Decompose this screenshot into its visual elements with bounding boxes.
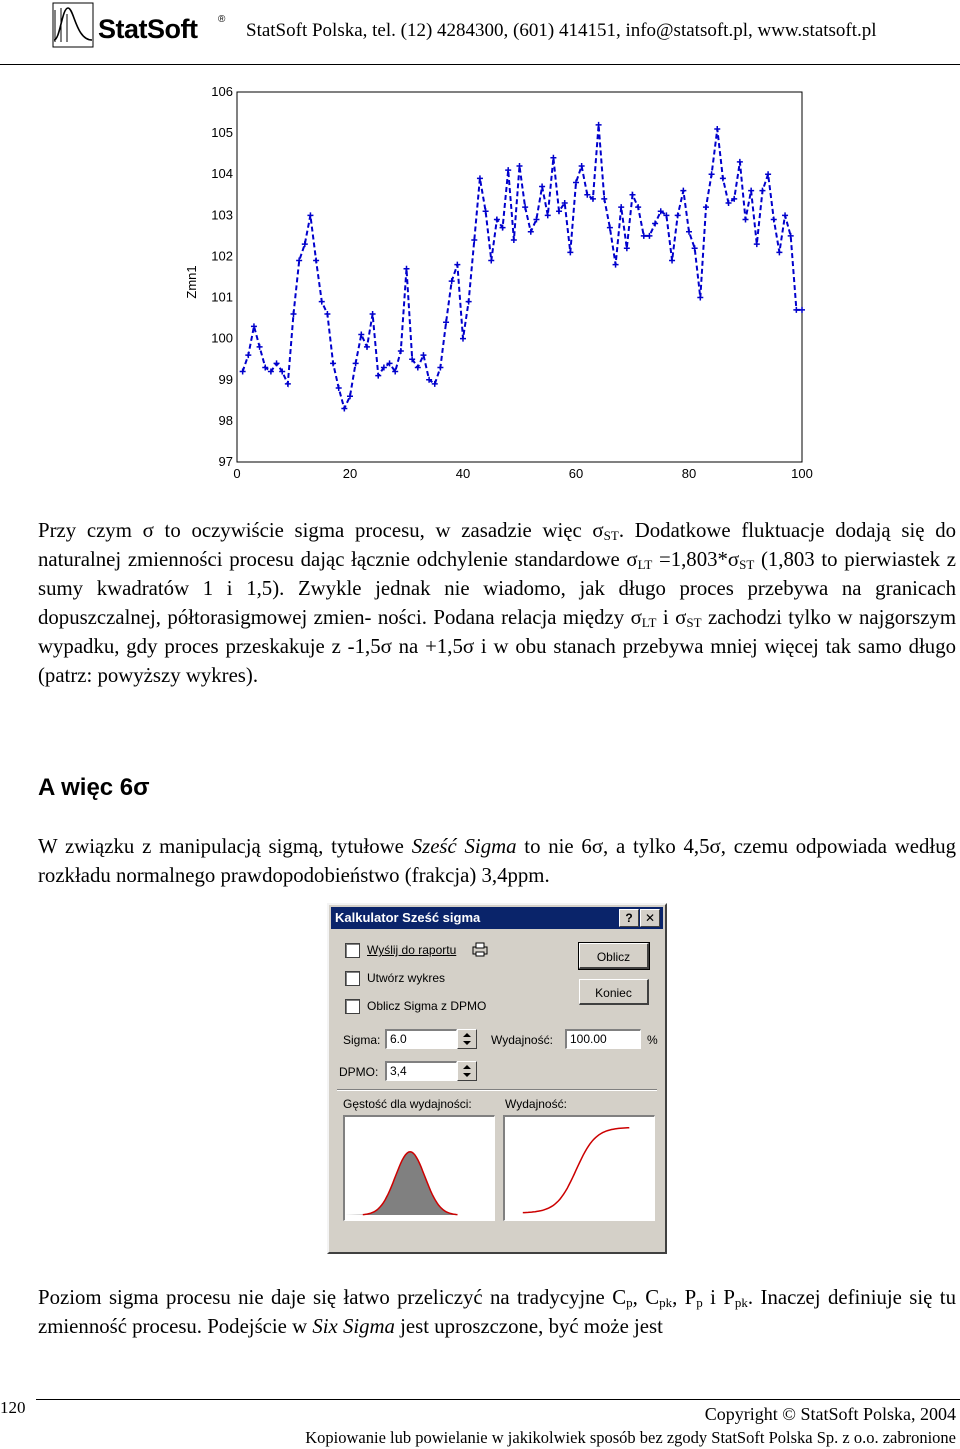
yield-curve bbox=[505, 1117, 653, 1219]
density-curve bbox=[345, 1117, 493, 1219]
registered-mark: ® bbox=[218, 14, 226, 25]
sigma-spinner[interactable] bbox=[457, 1029, 477, 1049]
plot-area bbox=[237, 92, 802, 462]
x-tick-label: 60 bbox=[568, 466, 584, 481]
y-tick-label: 100 bbox=[211, 330, 233, 346]
y-tick-label: 101 bbox=[211, 289, 233, 305]
x-tick-label: 20 bbox=[342, 466, 358, 481]
x-tick-label: 100 bbox=[791, 466, 813, 481]
paragraph-1: Przy czym σ to oczywiście sigma procesu, w zasadzie więc $\sigma_{ST}$. Dodatkowe fluktuacje dodają się do naturalnej zmienności procesu dając łącznie odchylenie standardowe $\sigma_{LT} =1,803*\sigma_{ST}$ (1,803 to pierwiastek z sumy kwadratów 1 i 1,5). Zwykle jednak nie wiadomo, jak długo proces przebywa na granicach dopuszczalnej, półtorasigmowej zmien- ności. Podana relacja między $\sigma_{LT}$ i $\sigma_{ST}$ zachodzi tylko w najgorszym wypadku, gdy proces przeskakuje z -1,5σ na +1,5σ i w obu stanach przebywa mniej więcej tak samo długo (patrz: powyższy wykres). bbox=[38, 519, 957, 687]
line-chart bbox=[180, 84, 830, 487]
paragraph-3: Poziom sigma procesu nie daje się łatwo przeliczyć na tradycyjne $C_p$, $C_{pk}$, $P_p$ i $P_{pk}$. Inaczej definiuje się tu zmienność procesu. Podejście w Six Sigma jest uproszczone, być może jest bbox=[38, 1286, 956, 1338]
x-tick-label: 80 bbox=[681, 466, 697, 481]
y-tick-label: 102 bbox=[211, 248, 233, 264]
send-to-report-checkbox[interactable] bbox=[345, 943, 360, 958]
send-to-report-label: Wyślij do raportu bbox=[367, 943, 457, 957]
dpmo-spinner[interactable] bbox=[457, 1061, 477, 1081]
density-plot bbox=[343, 1115, 495, 1221]
yield-input[interactable]: 100.00 bbox=[565, 1029, 641, 1049]
dpmo-input[interactable]: 3,4 bbox=[385, 1061, 457, 1081]
paragraph-2: W związku z manipulacją sigmą, tytułowe Sześć Sigma to nie 6σ, a tylko 4,5σ, czemu odpowiada według rozkładu normalnego prawdopodobieństwo (frakcja) 3,4ppm. bbox=[38, 835, 956, 887]
y-tick-label: 98 bbox=[218, 412, 233, 428]
y-tick-label: 97 bbox=[218, 454, 233, 469]
y-axis-label: Zmn1 bbox=[184, 265, 199, 299]
end-button[interactable]: Koniec bbox=[579, 979, 649, 1005]
x-tick-label: 40 bbox=[455, 466, 471, 481]
sigma-from-dpmo-label: Oblicz Sigma z DPMO bbox=[367, 999, 487, 1013]
create-chart-label: Utwórz wykres bbox=[367, 971, 446, 985]
yield-chart-label: Wydajność: bbox=[505, 1097, 567, 1111]
copy-notice: Kopiowanie lub powielanie w jakikolwiek sposób bez zgody StatSoft Polska Sp. z o.o. zabronione bbox=[305, 1428, 956, 1447]
dialog-title: Kalkulator Sześć sigma bbox=[335, 910, 481, 925]
y-tick-label: 103 bbox=[211, 207, 233, 223]
printer-icon[interactable] bbox=[471, 941, 489, 957]
copyright: Copyright © StatSoft Polska, 2004 bbox=[704, 1404, 956, 1424]
sigma-input[interactable]: 6.0 bbox=[385, 1029, 457, 1049]
section-heading: A więc 6σ bbox=[38, 774, 150, 801]
y-tick-label: 104 bbox=[211, 166, 233, 182]
yield-plot bbox=[503, 1115, 655, 1221]
logo-text: StatSoft bbox=[98, 14, 198, 44]
y-tick-label: 106 bbox=[211, 84, 233, 99]
footer-divider bbox=[36, 1399, 960, 1400]
x-tick-label: 0 bbox=[233, 466, 241, 481]
sigma-from-dpmo-checkbox[interactable] bbox=[345, 999, 360, 1014]
dpmo-label: DPMO: bbox=[339, 1065, 379, 1079]
percent-label: % bbox=[647, 1033, 658, 1047]
y-tick-label: 99 bbox=[218, 371, 233, 387]
six-sigma-calculator-dialog bbox=[327, 903, 667, 1254]
dialog-titlebar[interactable] bbox=[331, 907, 663, 929]
create-chart-checkbox[interactable] bbox=[345, 971, 360, 986]
help-button[interactable]: ? bbox=[619, 909, 639, 927]
density-label: Gęstość dla wydajności: bbox=[343, 1097, 472, 1111]
header-contact: StatSoft Polska, tel. (12) 4284300, (601) 414151, info@statsoft.pl, www.statsoft.pl bbox=[246, 20, 877, 41]
page-header bbox=[0, 0, 960, 66]
sigma-label: Sigma: bbox=[343, 1033, 381, 1047]
calculate-button[interactable]: Oblicz bbox=[579, 943, 649, 969]
y-tick-label: 105 bbox=[211, 125, 233, 141]
yield-label: Wydajność: bbox=[491, 1033, 553, 1047]
header-divider bbox=[0, 64, 960, 65]
dialog-separator bbox=[337, 1089, 657, 1091]
close-button[interactable]: ✕ bbox=[640, 909, 660, 927]
page-number: 120 bbox=[0, 1398, 26, 1417]
